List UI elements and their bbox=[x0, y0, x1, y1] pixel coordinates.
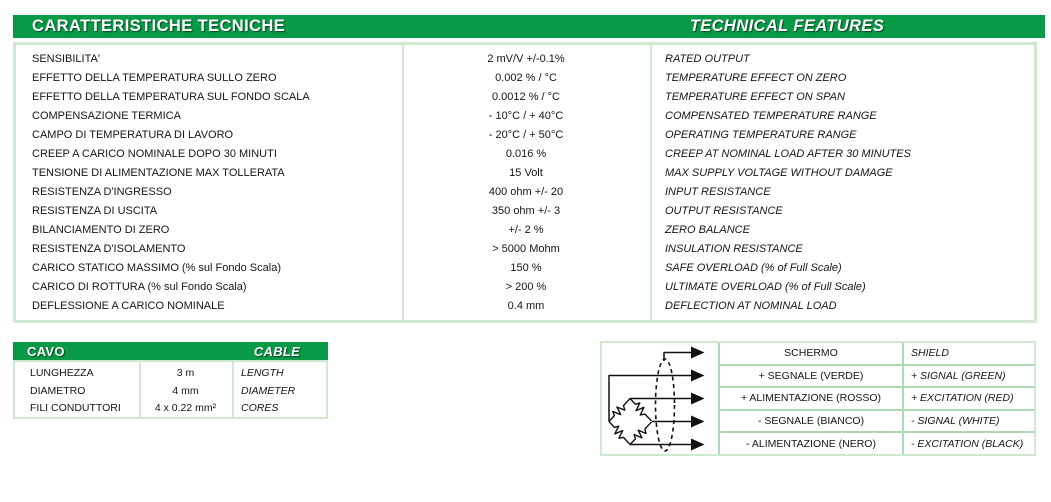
wheatstone-bridge-with-cable-shield-icon bbox=[602, 343, 718, 454]
spec-label-it: RESISTENZA D'ISOLAMENTO bbox=[32, 243, 186, 255]
spec-row bbox=[16, 145, 1034, 164]
spec-label-en: RATED OUTPUT bbox=[665, 53, 750, 65]
cable-row bbox=[15, 365, 326, 383]
wire-label-it: + ALIMENTAZIONE (ROSSO) bbox=[740, 392, 882, 405]
spec-row bbox=[16, 69, 1034, 88]
wiring-row bbox=[720, 386, 1034, 409]
cable-label-it: LUNGHEZZA bbox=[30, 367, 94, 379]
spec-label-en: DEFLECTION AT NOMINAL LOAD bbox=[665, 300, 837, 312]
wire-label-it: - ALIMENTAZIONE (NERO) bbox=[746, 437, 876, 450]
wire-label-en: - SIGNAL (WHITE) bbox=[902, 411, 1034, 432]
spec-label-it: RESISTENZA D'INGRESSO bbox=[32, 186, 172, 198]
cable-table-divider-2 bbox=[232, 362, 234, 417]
wire-label-en: - EXCITATION (BLACK) bbox=[902, 433, 1034, 454]
header-title-italian: CARATTERISTICHE TECNICHE bbox=[32, 17, 286, 35]
cable-label-en: DIAMETER bbox=[241, 384, 296, 397]
spec-label-it: RESISTENZA DI USCITA bbox=[32, 205, 158, 217]
spec-label-it: DEFLESSIONE A CARICO NOMINALE bbox=[32, 300, 225, 312]
spec-value: > 200 % bbox=[505, 281, 547, 293]
spec-label-en: SAFE OVERLOAD (% of Full Scale) bbox=[665, 262, 842, 274]
spec-value: +/- 2 % bbox=[508, 224, 544, 236]
cable-row bbox=[15, 383, 326, 401]
spec-label-it: EFFETTO DELLA TEMPERATURA SUL FONDO SCALA bbox=[32, 91, 310, 103]
spec-value: 350 ohm +/- 3 bbox=[491, 205, 561, 217]
cable-label-en: CORES bbox=[241, 402, 279, 414]
spec-row bbox=[16, 183, 1034, 202]
spec-value: 0.016 % bbox=[505, 148, 547, 160]
spec-value: 150 % bbox=[510, 262, 542, 274]
wire-label-it: - SEGNALE (BIANCO) bbox=[757, 415, 865, 428]
spec-row bbox=[16, 107, 1034, 126]
cable-table bbox=[13, 360, 328, 419]
spec-label-it: EFFETTO DELLA TEMPERATURA SULLO ZERO bbox=[32, 72, 277, 84]
cable-label-it: FILI CONDUTTORI bbox=[30, 402, 121, 414]
spec-row bbox=[16, 50, 1034, 69]
spec-label-it: CAMPO DI TEMPERATURA DI LAVORO bbox=[32, 129, 234, 141]
spec-value: 400 ohm +/- 20 bbox=[488, 186, 564, 198]
spec-value: 2 mV/V +/-0.1% bbox=[487, 53, 565, 65]
spec-row bbox=[16, 278, 1034, 297]
spec-label-en: COMPENSATED TEMPERATURE RANGE bbox=[665, 110, 877, 122]
spec-value: - 10°C / + 40°C bbox=[488, 110, 564, 122]
spec-label-it: SENSIBILITA' bbox=[32, 53, 100, 65]
wire-label-en: + EXCITATION (RED) bbox=[902, 388, 1034, 409]
wiring-row bbox=[720, 343, 1034, 364]
wiring-table bbox=[718, 343, 1034, 454]
wheatstone-bridge-diagram bbox=[602, 343, 718, 454]
wiring-row bbox=[720, 409, 1034, 432]
cable-header bbox=[13, 342, 328, 360]
wire-label-it: SCHERMO bbox=[784, 347, 838, 360]
spec-label-en: INPUT RESISTANCE bbox=[665, 186, 771, 198]
spec-value: 0.4 mm bbox=[507, 300, 545, 312]
spec-label-it: COMPENSAZIONE TERMICA bbox=[32, 110, 181, 122]
cable-title-english: CABLE bbox=[253, 343, 301, 359]
spec-label-it: CARICO STATICO MASSIMO (% sul Fondo Scala) bbox=[32, 262, 281, 274]
cable-value: 4 mm bbox=[172, 384, 199, 397]
spec-table bbox=[13, 42, 1037, 323]
cable-value: 4 x 0.22 mm² bbox=[154, 402, 217, 414]
spec-row bbox=[16, 88, 1034, 107]
spec-label-it: TENSIONE DI ALIMENTAZIONE MAX TOLLERATA bbox=[32, 167, 285, 179]
header-title-english: TECHNICAL FEATURES bbox=[689, 17, 885, 35]
wire-label-it: + SEGNALE (VERDE) bbox=[758, 369, 864, 382]
spec-value: 15 Volt bbox=[509, 167, 543, 179]
spec-row bbox=[16, 297, 1034, 316]
spec-row bbox=[16, 164, 1034, 183]
spec-value: > 5000 Mohm bbox=[492, 243, 560, 255]
wiring-row bbox=[720, 431, 1034, 454]
wiring-block bbox=[600, 341, 1036, 456]
spec-row bbox=[16, 240, 1034, 259]
spec-value: 0.002 % / °C bbox=[495, 72, 557, 84]
spec-row bbox=[16, 259, 1034, 278]
spec-label-en: MAX SUPPLY VOLTAGE WITHOUT DAMAGE bbox=[665, 167, 893, 179]
spec-label-en: ULTIMATE OVERLOAD (% of Full Scale) bbox=[665, 281, 866, 293]
spec-label-it: CREEP A CARICO NOMINALE DOPO 30 MINUTI bbox=[32, 148, 277, 160]
spec-table-divider-2 bbox=[650, 45, 652, 320]
cable-label-it: DIAMETRO bbox=[30, 384, 86, 397]
spec-row bbox=[16, 202, 1034, 221]
spec-label-en: OPERATING TEMPERATURE RANGE bbox=[665, 129, 857, 141]
wire-label-en: SHIELD bbox=[902, 343, 1034, 364]
spec-label-it: CARICO DI ROTTURA (% sul Fondo Scala) bbox=[32, 281, 247, 293]
spec-label-en: INSULATION RESISTANCE bbox=[665, 243, 803, 255]
cable-table-divider-1 bbox=[139, 362, 141, 417]
wire-label-en: + SIGNAL (GREEN) bbox=[902, 366, 1034, 387]
cable-title-italian: CAVO bbox=[27, 343, 65, 359]
cable-value: 3 m bbox=[176, 367, 195, 379]
technical-features-header bbox=[13, 15, 1045, 38]
spec-label-en: TEMPERATURE EFFECT ON SPAN bbox=[665, 91, 845, 103]
wiring-row bbox=[720, 364, 1034, 387]
spec-label-en: TEMPERATURE EFFECT ON ZERO bbox=[665, 72, 847, 84]
spec-value: 0.0012 % / °C bbox=[492, 91, 560, 103]
spec-table-divider-1 bbox=[402, 45, 404, 320]
spec-label-en: ZERO BALANCE bbox=[665, 224, 750, 236]
cable-label-en: LENGTH bbox=[241, 367, 284, 379]
spec-label-en: OUTPUT RESISTANCE bbox=[665, 205, 783, 217]
spec-value: - 20°C / + 50°C bbox=[488, 129, 564, 141]
spec-label-en: CREEP AT NOMINAL LOAD AFTER 30 MINUTES bbox=[665, 148, 911, 160]
spec-row bbox=[16, 221, 1034, 240]
spec-row bbox=[16, 126, 1034, 145]
cable-row bbox=[15, 400, 326, 418]
spec-label-it: BILANCIAMENTO DI ZERO bbox=[32, 224, 170, 236]
